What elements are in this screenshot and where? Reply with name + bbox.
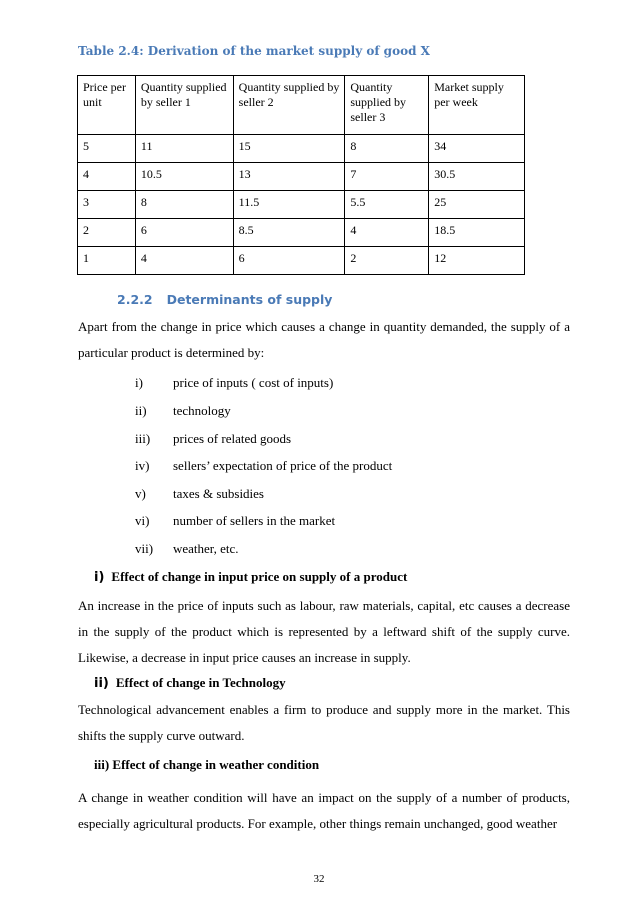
table-cell: 4	[345, 219, 429, 247]
header-cell: Quantity supplied by seller 2	[233, 76, 345, 135]
header-cell: Quantity supplied by seller 1	[135, 76, 233, 135]
paragraph: Technological advancement enables a firm to produce and supply more in the market. This shifts the supply curve outward.	[78, 702, 570, 743]
table-cell: 2	[345, 247, 429, 275]
subsection-title: Effect of change in Technology	[115, 675, 286, 690]
table-cell: 4	[78, 163, 136, 191]
table-cell: 15	[233, 135, 345, 163]
table-cell: 3	[78, 191, 136, 219]
table-header-row	[78, 76, 525, 135]
section-heading	[117, 292, 332, 307]
table-cell: 13	[233, 163, 345, 191]
table-cell: 34	[429, 135, 525, 163]
table-cell: 5	[78, 135, 136, 163]
table-row	[78, 135, 525, 163]
table-cell: 30.5	[429, 163, 525, 191]
table-row	[78, 247, 525, 275]
table-cell: 10.5	[135, 163, 233, 191]
table-cell: 7	[345, 163, 429, 191]
list-marker: i)	[135, 375, 143, 390]
header-cell: Market supply per week	[429, 76, 525, 135]
list-marker: ii)	[135, 403, 147, 418]
table-cell: 6	[233, 247, 345, 275]
table-cell: 25	[429, 191, 525, 219]
list-text: weather, etc.	[173, 541, 239, 556]
list-text: prices of related goods	[173, 431, 292, 446]
table-cell: 11	[135, 135, 233, 163]
list-text: taxes & subsidies	[173, 486, 264, 501]
table-cell: 8	[135, 191, 233, 219]
header-cell: Quantity supplied by seller 3	[345, 76, 429, 135]
section-number: 2.2.2	[117, 292, 153, 307]
list-marker: vii)	[135, 541, 154, 556]
list-text: sellers’ expectation of price of the product	[173, 458, 393, 473]
subsection-marker: ii)	[94, 676, 109, 691]
list-text: price of inputs ( cost of inputs)	[173, 375, 334, 390]
subsection-heading: iii) Effect of change in weather condition	[94, 757, 320, 772]
subsection-marker: i)	[94, 570, 105, 585]
table-row	[78, 191, 525, 219]
page-number: 32	[313, 873, 325, 885]
list-marker: v)	[135, 486, 146, 501]
list-text: technology	[173, 403, 231, 418]
table-row	[78, 219, 525, 247]
subsection-heading	[94, 675, 286, 691]
table-cell: 1	[78, 247, 136, 275]
section-title: Determinants of supply	[166, 292, 333, 307]
list-marker: vi)	[135, 513, 150, 528]
table-cell: 12	[429, 247, 525, 275]
table-cell: 6	[135, 219, 233, 247]
list-text: number of sellers in the market	[173, 513, 336, 528]
paragraph: A change in weather condition will have an impact on the supply of a number of products, especially agricultural products. For example, other things remain unchanged, good weather	[78, 790, 570, 831]
table-cell: 4	[135, 247, 233, 275]
table-row	[78, 163, 525, 191]
subsection-title: Effect of change in input price on supply of a product	[111, 569, 408, 584]
header-cell: Price per unit	[78, 76, 136, 135]
market-supply-table	[77, 75, 525, 275]
list-marker: iii)	[135, 431, 151, 446]
table-caption: Table 2.4: Derivation of the market supply of good X	[78, 44, 430, 58]
table-cell: 8.5	[233, 219, 345, 247]
table-cell: 8	[345, 135, 429, 163]
table-cell: 5.5	[345, 191, 429, 219]
table-cell: 2	[78, 219, 136, 247]
table-cell: 18.5	[429, 219, 525, 247]
subsection-heading	[94, 569, 407, 585]
intro-paragraph: Apart from the change in price which causes a change in quantity demanded, the supply of a particular product is determined by:	[78, 319, 570, 360]
list-marker: iv)	[135, 458, 150, 473]
table-cell: 11.5	[233, 191, 345, 219]
paragraph: An increase in the price of inputs such as labour, raw materials, capital, etc causes a decrease in the supply of the product which is represented by a leftward shift of the supply curve. Likewise, a decrease in input price causes an increase in supply.	[78, 598, 570, 665]
